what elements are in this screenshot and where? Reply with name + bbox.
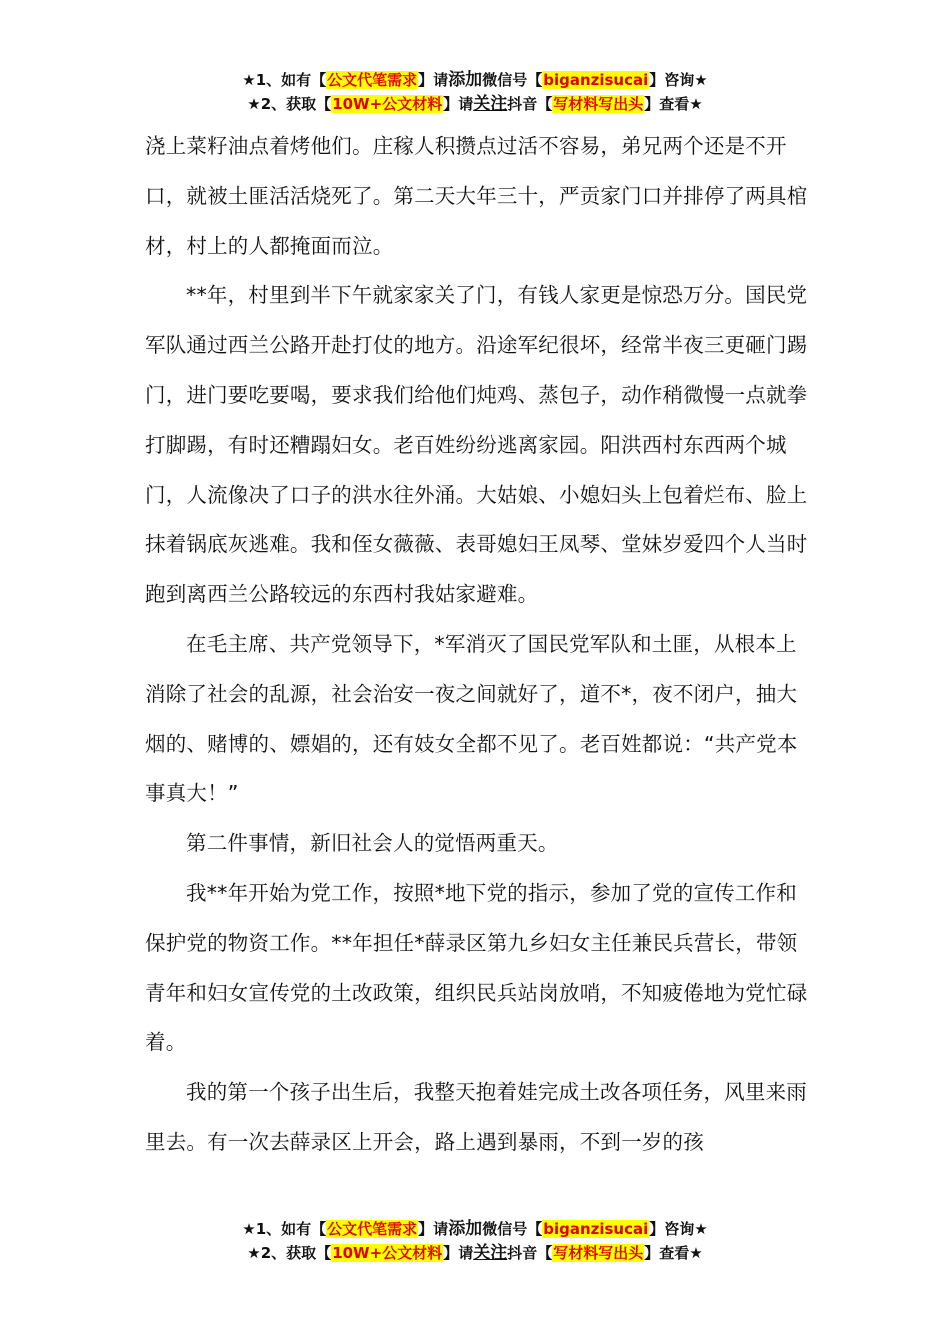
banner-text: 】咨询★ xyxy=(649,71,708,89)
banner-text: 微信号【 xyxy=(482,71,543,89)
banner-emphasis: 添加 xyxy=(448,70,483,90)
banner-text: 】请 xyxy=(443,95,474,113)
banner-text: 2、获取【 xyxy=(260,95,332,113)
banner-text: 抖音【 xyxy=(507,1244,553,1262)
paragraph: 第二件事情，新旧社会人的觉悟两重天。 xyxy=(186,831,559,856)
banner-text: 】请 xyxy=(418,71,449,89)
banner-text: 1、如有【 xyxy=(255,1220,327,1238)
banner-line-2 xyxy=(0,92,950,116)
banner-line-2 xyxy=(0,1241,950,1265)
banner-text: 微信号【 xyxy=(482,1220,543,1238)
banner-line-1 xyxy=(0,68,950,92)
banner-emphasis: 关注 xyxy=(473,1243,508,1263)
paragraph: 我的第一个孩子出生后，我整天抱着娃完成土改各项任务，风里来雨里去。有一次去薛录区上开会，路上遇到暴雨，不到一岁的孩 xyxy=(145,1080,807,1154)
banner-text: 2、获取【 xyxy=(260,1244,332,1262)
paragraph: **年，村里到半下午就家家关了门，有钱人家更是惊恐万分。国民党军队通过西兰公路开赴打仗的地方。沿途军纪很坏，经常半夜三更砸门踢门，进门要吃要喝，要求我们给他们炖鸡、蒸包子，动作稍微慢一点就拳打脚踢，有时还糟蹋妇女。老百姓纷纷逃离家园。阳洪西村东西两个城门，人流像决了口子的洪水往外涌。大姑娘、小媳妇头上包着烂布、脸上抹着锅底灰逃难。我和侄女薇薇、表哥媳妇王凤琴、堂妹岁爱四个人当时跑到离西兰公路较远的东西村我姑家避难。 xyxy=(145,283,808,607)
star-icon: ★ xyxy=(247,1244,261,1262)
banner-highlight: 公文代笔需求 xyxy=(327,1220,418,1238)
header-banner xyxy=(0,68,950,116)
banner-highlight: 写材料写出头 xyxy=(553,95,644,113)
banner-highlight: 10W+公文材料 xyxy=(332,95,443,113)
star-icon: ★ xyxy=(242,71,256,89)
banner-text: 】请 xyxy=(443,1244,474,1262)
footer-banner xyxy=(0,1217,950,1265)
document-body xyxy=(145,122,810,1168)
banner-emphasis: 添加 xyxy=(448,1219,483,1239)
banner-highlight: biganzisucai xyxy=(543,1220,649,1238)
banner-emphasis: 关注 xyxy=(473,94,508,114)
banner-text: 】请 xyxy=(418,1220,449,1238)
banner-text: 】查看★ xyxy=(644,95,703,113)
banner-highlight: biganzisucai xyxy=(543,71,649,89)
banner-text: 抖音【 xyxy=(507,95,553,113)
banner-highlight: 写材料写出头 xyxy=(553,1244,644,1262)
paragraph: 我**年开始为党工作，按照*地下党的指示，参加了党的宣传工作和保护党的物资工作。**年担任*薛录区第九乡妇女主任兼民兵营长，带领青年和妇女宣传党的土改政策，组织民兵站岗放哨，不知疲倦地为党忙碌着。 xyxy=(145,880,808,1055)
star-icon: ★ xyxy=(247,95,261,113)
banner-highlight: 公文代笔需求 xyxy=(327,71,418,89)
banner-text: 】咨询★ xyxy=(649,1220,708,1238)
banner-text: 】查看★ xyxy=(644,1244,703,1262)
banner-line-1 xyxy=(0,1217,950,1241)
paragraph: 在毛主席、共产党领导下，*军消灭了国民党军队和土匪，从根本上消除了社会的乱源，社会治安一夜之间就好了，道不*，夜不闭户，抽大烟的、赌博的、嫖娼的，还有妓女全都不见了。老百姓都说：“共产党本事真大！” xyxy=(145,631,798,806)
paragraph: 浇上菜籽油点着烤他们。庄稼人积攒点过活不容易，弟兄两个还是不开口，就被土匪活活烧死了。第二天大年三十，严贡家门口并排停了两具棺材，村上的人都掩面而泣。 xyxy=(145,134,808,258)
star-icon: ★ xyxy=(242,1220,256,1238)
banner-highlight: 10W+公文材料 xyxy=(332,1244,443,1262)
banner-text: 1、如有【 xyxy=(255,71,327,89)
